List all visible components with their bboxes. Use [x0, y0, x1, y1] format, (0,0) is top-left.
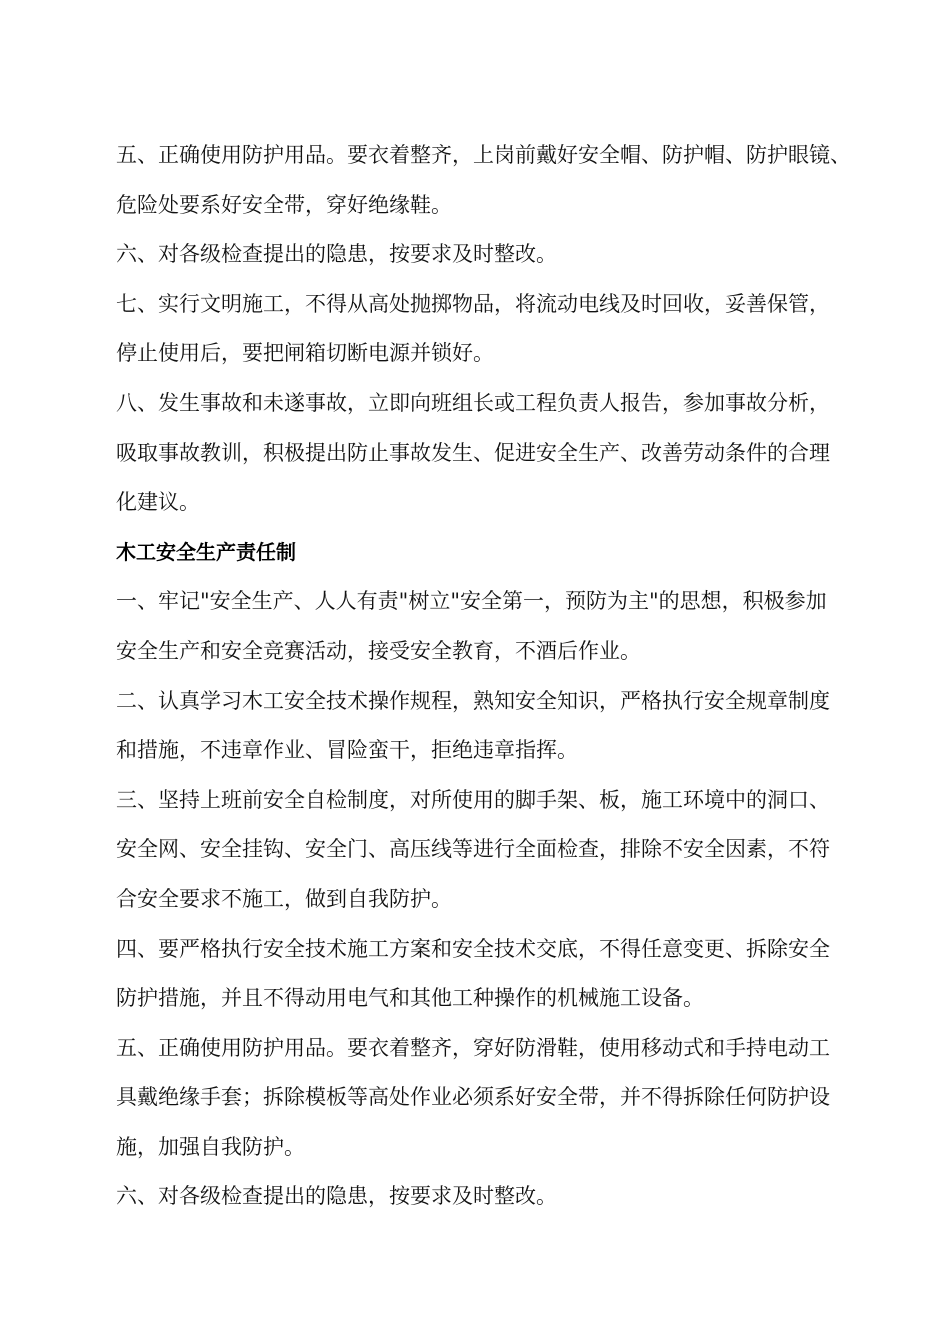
text-line: 化建议。: [116, 490, 200, 515]
text-line: 三、坚持上班前安全自检制度，对所使用的脚手架、板，施工环境中的洞口、: [116, 787, 830, 812]
text-line: 具戴绝缘手套；拆除模板等高处作业必须系好安全带，并不得拆除任何防护设: [116, 1085, 830, 1110]
text-line: 危险处要系好安全带，穿好绝缘鞋。: [116, 192, 452, 217]
text-line: 五、正确使用防护用品。要衣着整齐，上岗前戴好安全帽、防护帽、防护眼镜、: [116, 143, 851, 167]
text-line: 六、对各级检查提出的隐患，按要求及时整改。: [116, 242, 557, 267]
text-line: 四、要严格执行安全技术施工方案和安全技术交底，不得任意变更、拆除安全: [116, 936, 830, 961]
section-heading: 木工安全生产责任制: [116, 539, 296, 564]
text-line: 二、认真学习木工安全技术操作规程，熟知安全知识，严格执行安全规章制度: [116, 688, 830, 713]
text-line: 一、牢记"安全生产、人人有责"树立"安全第一，预防为主"的思想，积极参加: [116, 589, 827, 614]
text-line: 八、发生事故和未遂事故，立即向班组长或工程负责人报告，参加事故分析，: [116, 390, 830, 415]
text-line: 合安全要求不施工，做到自我防护。: [116, 886, 452, 911]
text-line: 和措施，不违章作业、冒险蛮干，拒绝违章指挥。: [116, 738, 578, 763]
text-line: 七、实行文明施工，不得从高处抛掷物品，将流动电线及时回收，妥善保管，: [116, 291, 830, 316]
text-line: 安全生产和安全竞赛活动，接受安全教育，不酒后作业。: [116, 638, 641, 663]
text-line: 施，加强自我防护。: [116, 1134, 305, 1159]
document-body: [116, 131, 891, 1222]
text-line: 停止使用后，要把闸箱切断电源并锁好。: [116, 341, 494, 366]
text-line: 六、对各级检查提出的隐患，按要求及时整改。: [116, 1184, 557, 1209]
text-line: 五、正确使用防护用品。要衣着整齐，穿好防滑鞋，使用移动式和手持电动工: [116, 1035, 830, 1060]
text-line: 吸取事故教训，积极提出防止事故发生、促进安全生产、改善劳动条件的合理: [116, 440, 830, 465]
text-line: 防护措施，并且不得动用电气和其他工种操作的机械施工设备。: [116, 986, 704, 1011]
text-line: 安全网、安全挂钩、安全门、高压线等进行全面检查，排除不安全因素，不符: [116, 837, 830, 862]
